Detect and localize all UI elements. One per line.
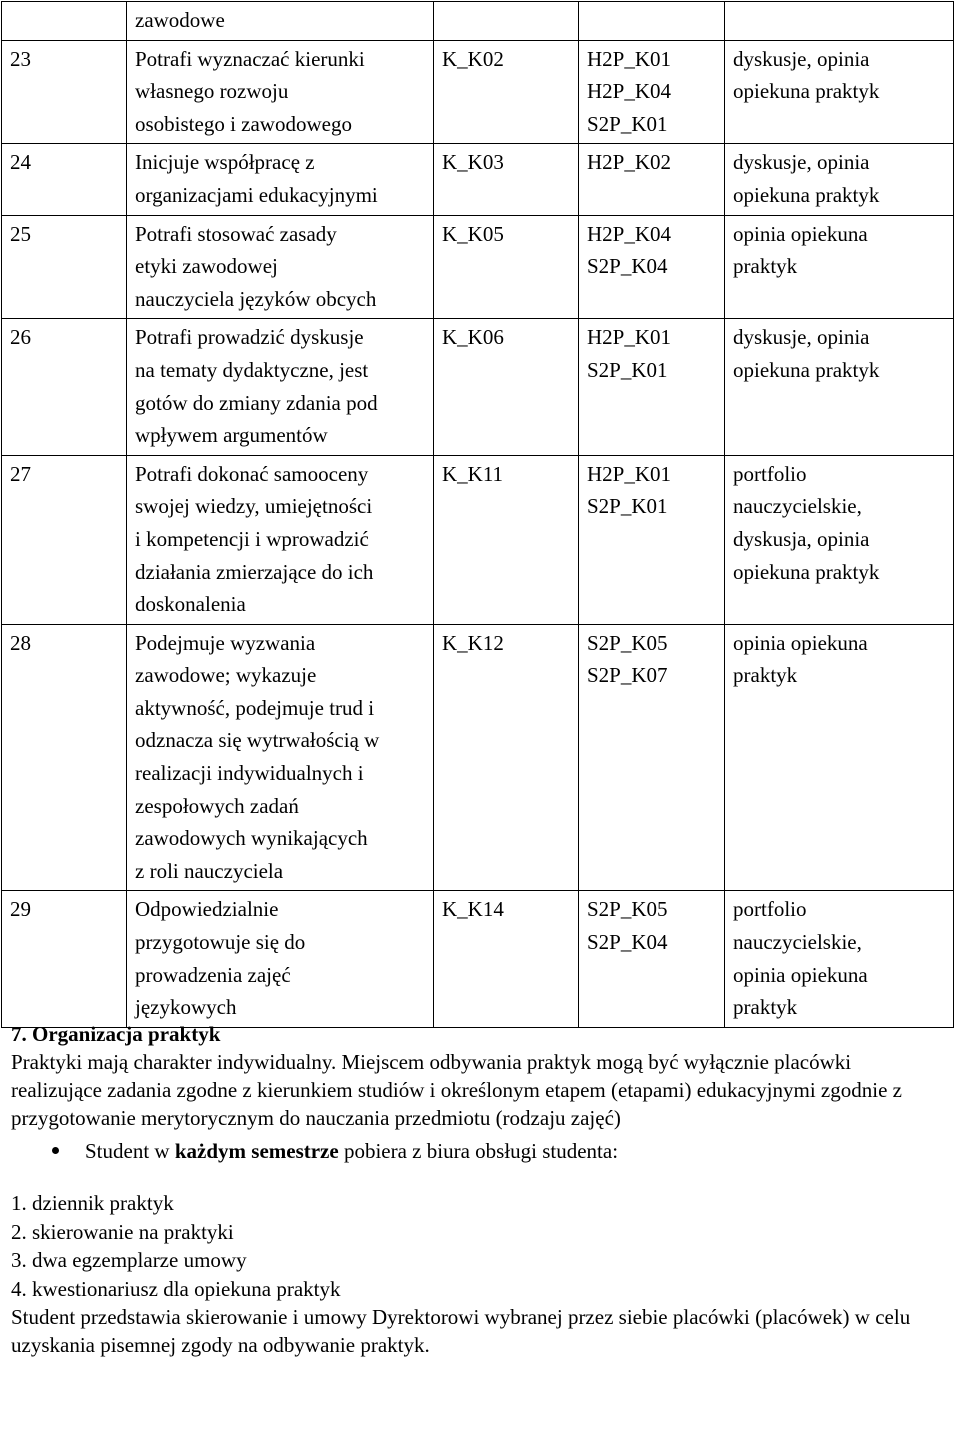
method-cell <box>725 2 954 41</box>
learning-outcomes-table <box>1 1 954 1028</box>
list-item: 2. skierowanie na praktyki <box>11 1219 234 1244</box>
desc-line: Inicjuje współpracę z <box>135 150 315 175</box>
kcode-cell <box>434 891 579 1027</box>
desc-cell <box>127 891 434 1027</box>
kcode-cell <box>434 215 579 319</box>
method-cell <box>725 455 954 624</box>
num-cell <box>2 215 127 319</box>
num-line: 24 <box>10 150 31 175</box>
bullet-item <box>11 1137 941 1165</box>
method-cell <box>725 319 954 455</box>
num-cell <box>2 455 127 624</box>
desc-line: realizacji indywidualnych i <box>135 761 364 786</box>
hcode-cell <box>579 2 725 41</box>
desc-line: na tematy dydaktyczne, jest <box>135 357 369 382</box>
method-line: opinia opiekuna <box>733 221 868 246</box>
num-line: 29 <box>10 897 31 922</box>
table-row <box>2 40 954 144</box>
list-item: 1. dziennik praktyk <box>11 1191 174 1215</box>
desc-line: językowych <box>135 995 237 1020</box>
hcode-cell <box>579 891 725 1027</box>
bullet-icon <box>52 1147 59 1154</box>
desc-line: zawodowych wynikających <box>135 826 368 851</box>
kcode-cell <box>434 144 579 215</box>
num-cell <box>2 2 127 41</box>
desc-line: odznacza się wytrwałością w <box>135 728 380 753</box>
kcode-line: K_K02 <box>442 46 504 71</box>
num-cell <box>2 40 127 144</box>
desc-line: wpływem argumentów <box>135 423 328 448</box>
section-paragraph: Praktyki mają charakter indywidualny. Miejscem odbywania praktyk mogą być wyłącznie placówki realizujące zadania zgodne z kierunkiem studiów i określonym etapem (etapami) edukacyjnymi zgodnie z przygotowanie merytorycznym do nauczania przedmiotu (rodzaju zajęć) <box>11 1050 902 1130</box>
table-row-fragment <box>2 2 954 41</box>
desc-line: gotów do zmiany zdania pod <box>135 390 378 415</box>
kcode-line: K_K05 <box>442 221 504 246</box>
method-line: opinia opiekuna <box>733 630 868 655</box>
desc-line: osobistego i zawodowego <box>135 111 352 136</box>
kcode-cell <box>434 455 579 624</box>
desc-line: Odpowiedzialnie <box>135 897 279 922</box>
desc-line: Potrafi dokonać samooceny <box>135 461 369 486</box>
desc-cell <box>127 144 434 215</box>
num-cell <box>2 144 127 215</box>
hcode-cell <box>579 144 725 215</box>
num-line: 26 <box>10 325 31 350</box>
method-cell <box>725 215 954 319</box>
kcode-cell <box>434 40 579 144</box>
method-line: nauczycielskie, <box>733 930 862 955</box>
desc-line: doskonalenia <box>135 592 246 617</box>
list-item: 3. dwa egzemplarze umowy <box>11 1248 247 1272</box>
kcode-line: K_K11 <box>442 461 504 486</box>
num-line: 25 <box>10 221 31 246</box>
hcode-line: H2P_K01 <box>587 325 672 350</box>
num-cell <box>2 319 127 455</box>
bullet-text-pre: Student w <box>85 1139 175 1163</box>
hcode-line: S2P_K01 <box>587 111 668 136</box>
desc-line: swojej wiedzy, umiejętności <box>135 494 373 519</box>
method-line: dyskusje, opinia <box>733 150 870 175</box>
hcode-cell <box>579 215 725 319</box>
desc-line: etyki zawodowej <box>135 254 278 279</box>
closing-paragraph: Student przedstawia skierowanie i umowy Dyrektorowi wybranej przez siebie placówki (placówek) w celu uzyskania pisemnej zgody na odbywanie praktyk. <box>11 1305 911 1357</box>
hcode-line: S2P_K04 <box>587 930 668 955</box>
desc-line: nauczyciela języków obcych <box>135 286 377 311</box>
hcode-cell <box>579 319 725 455</box>
num-cell <box>2 624 127 891</box>
method-line: opiekuna praktyk <box>733 357 880 382</box>
desc-line: przygotowuje się do <box>135 930 306 955</box>
desc-line: zawodowe <box>135 8 225 32</box>
method-line: praktyk <box>733 995 798 1020</box>
desc-line: zawodowe; wykazuje <box>135 663 317 688</box>
method-line: opinia opiekuna <box>733 962 868 987</box>
table-row <box>2 455 954 624</box>
method-line: nauczycielskie, <box>733 494 862 519</box>
desc-cell <box>127 455 434 624</box>
num-cell <box>2 891 127 1027</box>
desc-line: z roli nauczyciela <box>135 858 284 883</box>
hcode-line: S2P_K04 <box>587 254 668 279</box>
desc-line: Potrafi stosować zasady <box>135 221 337 246</box>
table-row <box>2 144 954 215</box>
hcode-line: H2P_K04 <box>587 79 672 104</box>
hcode-line: S2P_K07 <box>587 663 668 688</box>
hcode-cell <box>579 624 725 891</box>
hcode-line: H2P_K04 <box>587 221 672 246</box>
kcode-cell <box>434 624 579 891</box>
table-row <box>2 624 954 891</box>
hcode-line: S2P_K05 <box>587 897 668 922</box>
hcode-cell <box>579 40 725 144</box>
method-cell <box>725 624 954 891</box>
method-cell <box>725 40 954 144</box>
bullet-text-post: pobiera z biura obsługi studenta: <box>338 1139 619 1163</box>
method-line: portfolio <box>733 461 807 486</box>
hcode-line: S2P_K05 <box>587 630 668 655</box>
outcomes-table-body <box>2 2 954 1028</box>
desc-line: Podejmuje wyzwania <box>135 630 316 655</box>
method-line: opiekuna praktyk <box>733 559 880 584</box>
method-line: portfolio <box>733 897 807 922</box>
table-row <box>2 891 954 1027</box>
method-cell <box>725 144 954 215</box>
kcode-line: K_K12 <box>442 630 504 655</box>
hcode-line: S2P_K01 <box>587 357 668 382</box>
kcode-line: K_K06 <box>442 325 504 350</box>
hcode-cell <box>579 455 725 624</box>
desc-cell <box>127 215 434 319</box>
desc-cell <box>127 319 434 455</box>
desc-line: zespołowych zadań <box>135 793 299 818</box>
desc-line: organizacjami edukacyjnymi <box>135 182 378 207</box>
hcode-line: H2P_K01 <box>587 461 672 486</box>
method-line: praktyk <box>733 254 798 279</box>
desc-line: Potrafi wyznaczać kierunki <box>135 46 365 71</box>
section-heading: 7. Organizacja praktyk <box>11 1022 221 1046</box>
hcode-line: S2P_K01 <box>587 494 668 519</box>
method-line: opiekuna praktyk <box>733 182 880 207</box>
list-item: 4. kwestionariusz dla opiekuna praktyk <box>11 1276 341 1301</box>
bullet-text-bold: każdym semestrze <box>174 1139 339 1163</box>
table-row <box>2 319 954 455</box>
desc-line: prowadzenia zajęć <box>135 962 291 987</box>
method-line: dyskusje, opinia <box>733 325 870 350</box>
hcode-line: H2P_K02 <box>587 150 672 175</box>
table-row <box>2 215 954 319</box>
kcode-cell <box>434 2 579 41</box>
desc-line: aktywność, podejmuje trud i <box>135 695 375 720</box>
organization-section <box>11 1020 941 1359</box>
method-line: dyskusja, opinia <box>733 526 870 551</box>
num-line: 23 <box>10 46 31 71</box>
kcode-line: K_K03 <box>442 150 504 175</box>
desc-cell <box>127 40 434 144</box>
method-line: dyskusje, opinia <box>733 46 870 71</box>
hcode-line: H2P_K01 <box>587 46 672 71</box>
required-documents-list <box>11 1189 941 1303</box>
kcode-line: K_K14 <box>442 897 504 922</box>
method-line: opiekuna praktyk <box>733 79 880 104</box>
num-line: 27 <box>10 461 31 486</box>
desc-line: Potrafi prowadzić dyskusje <box>135 325 364 350</box>
desc-line: działania zmierzające do ich <box>135 559 374 584</box>
kcode-cell <box>434 319 579 455</box>
num-line: 28 <box>10 630 31 655</box>
desc-cell <box>127 2 434 41</box>
method-cell <box>725 891 954 1027</box>
desc-cell <box>127 624 434 891</box>
method-line: praktyk <box>733 663 798 688</box>
desc-line: własnego rozwoju <box>135 79 289 104</box>
desc-line: i kompetencji i wprowadzić <box>135 526 369 551</box>
